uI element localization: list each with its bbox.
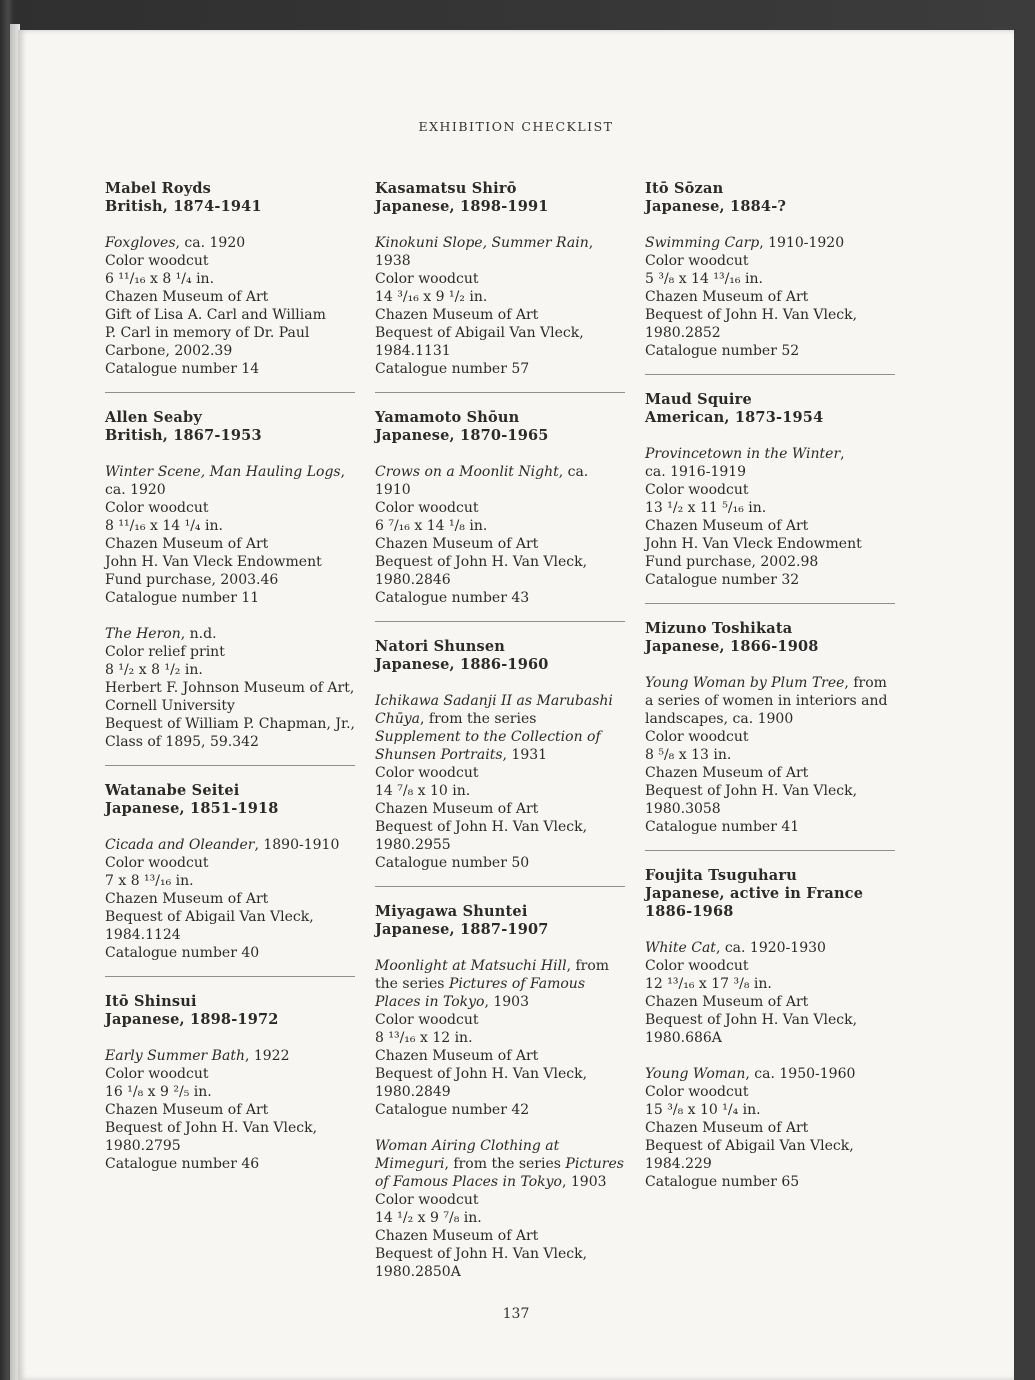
artwork-detail-line: Bequest of John H. Van Vleck, — [375, 819, 588, 835]
artwork-detail-line: 14 ³/₁₆ x 9 ¹/₂ in. — [375, 289, 488, 305]
artwork-title-detail: , — [340, 464, 346, 480]
artwork-record — [105, 836, 355, 962]
catalogue-page — [18, 30, 1014, 1380]
artwork-detail-line: Catalogue number 14 — [105, 361, 260, 377]
artwork-detail-line: P. Carl in memory of Dr. Paul — [105, 325, 310, 341]
artwork-title: Provincetown in the Winter — [645, 446, 841, 462]
artist-heading — [375, 638, 625, 674]
artist-heading — [645, 867, 895, 921]
artist-entry — [375, 180, 625, 392]
artwork-title-line — [105, 234, 355, 252]
artwork-detail-line: Color woodcut — [375, 500, 479, 516]
artist-nationality-dates: Japanese, 1898-1991 — [375, 198, 549, 215]
artist-entry — [105, 180, 355, 392]
artwork-title: Early Summer Bath — [105, 1048, 245, 1064]
artwork-detail-line: Color woodcut — [375, 1192, 479, 1208]
artwork-title: Ichikawa Sadanji II as Marubashi Chūya — [375, 693, 613, 727]
artwork-title-detail: , 1910-1920 — [759, 235, 845, 251]
artist-nationality-dates: Japanese, 1898-1972 — [105, 1011, 279, 1028]
artist-heading — [375, 180, 625, 216]
artwork-title-detail: , 1931 — [502, 747, 548, 763]
running-header: EXHIBITION CHECKLIST — [418, 119, 614, 134]
artwork-detail-line: Chazen Museum of Art — [105, 1102, 269, 1118]
artwork-record — [105, 234, 355, 378]
artwork-detail-line: Chazen Museum of Art — [375, 1048, 539, 1064]
artist-heading — [105, 409, 355, 445]
artist-name: Natori Shunsen — [375, 638, 506, 655]
artwork-title-line — [375, 692, 625, 764]
artwork-detail-line: 1980.2955 — [375, 837, 451, 853]
artist-nationality-dates: American, 1873-1954 — [645, 409, 824, 426]
artwork-detail-line: 8 ¹¹/₁₆ x 14 ¹/₄ in. — [105, 518, 223, 534]
artwork-detail-line: Catalogue number 43 — [375, 590, 530, 606]
artwork-detail-line: 14 ¹/₂ x 9 ⁷/₈ in. — [375, 1210, 482, 1226]
artist-name: Kasamatsu Shirō — [375, 180, 517, 197]
artist-heading — [645, 620, 895, 656]
artist-name: Foujita Tsuguharu — [645, 867, 797, 884]
artwork-title-line — [645, 234, 895, 252]
artwork-detail-line: 7 x 8 ¹³/₁₆ in. — [105, 873, 194, 889]
artwork-detail-line: Catalogue number 50 — [375, 855, 530, 871]
artwork-detail-line: Color woodcut — [105, 855, 209, 871]
artwork-title-detail: , — [840, 446, 845, 462]
artist-entry — [645, 603, 895, 850]
artist-nationality-dates: Japanese, active in France 1886-1968 — [645, 885, 864, 920]
artwork-title-line — [105, 836, 355, 854]
artist-entry — [645, 180, 895, 374]
artwork-record — [105, 1047, 355, 1173]
artist-nationality-dates: British, 1874-1941 — [105, 198, 262, 215]
artist-name: Allen Seaby — [105, 409, 202, 426]
artwork-detail-line: 16 ¹/₈ x 9 ²/₅ in. — [105, 1084, 212, 1100]
artwork-title-line — [645, 674, 895, 728]
artist-heading — [105, 180, 355, 216]
artwork-title-detail: , 1922 — [244, 1048, 290, 1064]
artwork-detail-line: Chazen Museum of Art — [645, 765, 809, 781]
artist-nationality-dates: Japanese, 1884-? — [645, 198, 787, 215]
artist-entry — [105, 976, 355, 1187]
artwork-record — [645, 234, 895, 360]
artwork-detail-line: Chazen Museum of Art — [105, 536, 269, 552]
artist-entry — [375, 392, 625, 621]
artwork-detail-line: Bequest of William P. Chapman, Jr., — [105, 716, 356, 732]
artwork-detail-line: Catalogue number 52 — [645, 343, 800, 359]
artwork-detail-line: Color woodcut — [105, 500, 209, 516]
artwork-detail-line: 15 ³/₈ x 10 ¹/₄ in. — [645, 1102, 761, 1118]
artist-entry — [375, 886, 625, 1295]
artwork-title-line — [375, 957, 625, 1011]
artwork-detail-line: 6 ⁷/₁₆ x 14 ¹/₈ in. — [375, 518, 488, 534]
artist-nationality-dates: Japanese, 1870-1965 — [375, 427, 549, 444]
artist-heading — [375, 903, 625, 939]
artwork-detail-line: 1984.1124 — [105, 927, 181, 943]
artwork-title-detail: , from a series of women in interiors and landscapes, ca. 1900 — [645, 675, 888, 727]
artwork-detail-line: Color woodcut — [645, 482, 749, 498]
artwork-title: Foxgloves — [105, 235, 176, 251]
artwork-detail-line: 8 ¹/₂ x 8 ¹/₂ in. — [105, 662, 203, 678]
artwork-detail-line: 1980.3058 — [645, 801, 721, 817]
artwork-title-detail: , from the series — [420, 711, 537, 727]
artist-name: Itō Shinsui — [105, 993, 197, 1010]
artwork-detail-line: Color woodcut — [105, 1066, 209, 1082]
artwork-detail-line: 1980.2846 — [375, 572, 451, 588]
artwork-title-detail: , from the series — [375, 958, 610, 992]
artwork-title-detail: , ca. 1920-1930 — [715, 940, 826, 956]
artwork-detail-line: Chazen Museum of Art — [375, 307, 539, 323]
artwork-title-line — [645, 1065, 895, 1083]
artwork-title-detail: , 1938 — [375, 235, 594, 269]
artist-nationality-dates: Japanese, 1866-1908 — [645, 638, 819, 655]
artwork-title-detail: , ca. 1910 — [375, 464, 589, 498]
artwork-title-detail: , from the series — [444, 1156, 566, 1172]
artwork-detail-line: Catalogue number 41 — [645, 819, 800, 835]
artwork-title: Woman Airing Clothing at Mimeguri — [375, 1138, 560, 1172]
artwork-record — [645, 1065, 895, 1191]
artwork-title: Young Woman by Plum Tree — [645, 675, 845, 691]
artwork-detail-line: Chazen Museum of Art — [375, 801, 539, 817]
artwork-detail-line: John H. Van Vleck Endowment — [105, 554, 322, 570]
artwork-detail-line: Bequest of John H. Van Vleck, — [375, 1246, 588, 1262]
artwork-detail-line: 1980.686A — [645, 1030, 722, 1046]
artist-entry — [645, 850, 895, 1205]
artwork-detail-line: Chazen Museum of Art — [375, 536, 539, 552]
artwork-detail-line: ca. 1916-1919 — [645, 464, 747, 480]
artwork-title: Cicada and Oleander — [105, 837, 255, 853]
artwork-detail-line: Fund purchase, 2002.98 — [645, 554, 819, 570]
artwork-detail-line: Catalogue number 46 — [105, 1156, 260, 1172]
artist-nationality-dates: British, 1867-1953 — [105, 427, 262, 444]
artwork-detail-line: Bequest of Abigail Van Vleck, — [105, 909, 314, 925]
artwork-record — [375, 234, 625, 378]
artwork-detail-line: Chazen Museum of Art — [375, 1228, 539, 1244]
artwork-detail-line: Color woodcut — [645, 253, 749, 269]
artist-name: Mabel Royds — [105, 180, 212, 197]
artwork-detail-line: Color woodcut — [375, 1012, 479, 1028]
artist-name: Mizuno Toshikata — [645, 620, 793, 637]
artwork-detail-line: 12 ¹³/₁₆ x 17 ³/₈ in. — [645, 976, 772, 992]
artwork-detail-line: Herbert F. Johnson Museum of Art, — [105, 680, 355, 696]
artwork-detail-line: 1980.2852 — [645, 325, 721, 341]
artwork-title: Crows on a Moonlit Night — [375, 464, 559, 480]
artwork-title: Moonlight at Matsuchi Hill — [375, 958, 567, 974]
artwork-title: Pictures of Famous Places in Tokyo — [375, 1156, 624, 1190]
artwork-detail-line: Color relief print — [105, 644, 225, 660]
artwork-detail-line: Color woodcut — [645, 729, 749, 745]
artwork-detail-line: Color woodcut — [375, 765, 479, 781]
artwork-title: The Heron — [105, 626, 181, 642]
artwork-title-line — [375, 234, 625, 270]
artwork-detail-line: Color woodcut — [375, 271, 479, 287]
artwork-detail-line: Color woodcut — [105, 253, 209, 269]
artwork-detail-line: Bequest of Abigail Van Vleck, — [645, 1138, 854, 1154]
artwork-title: Kinokuni Slope, Summer Rain — [375, 235, 589, 251]
artwork-detail-line: Chazen Museum of Art — [645, 518, 809, 534]
artwork-detail-line: Chazen Museum of Art — [645, 289, 809, 305]
artwork-detail-line: 8 ⁵/₈ x 13 in. — [645, 747, 732, 763]
artwork-title-detail: , ca. 1920 — [175, 235, 246, 251]
artwork-detail-line: 1984.1131 — [375, 343, 451, 359]
artwork-title: Pictures of Famous Places in Tokyo — [375, 976, 586, 1010]
artwork-detail-line: Catalogue number 57 — [375, 361, 530, 377]
artwork-record — [375, 957, 625, 1119]
artwork-title: Winter Scene, Man Hauling Logs — [105, 464, 341, 480]
artwork-detail-line: Color woodcut — [645, 1084, 749, 1100]
artist-heading — [105, 993, 355, 1029]
artwork-title-line — [105, 1047, 355, 1065]
artwork-detail-line: Gift of Lisa A. Carl and William — [105, 307, 326, 323]
column-2 — [375, 180, 625, 1295]
artwork-record — [645, 939, 895, 1047]
artist-entry — [105, 765, 355, 976]
artwork-title-line — [105, 463, 355, 481]
artwork-detail-line: Chazen Museum of Art — [645, 1120, 809, 1136]
artist-name: Watanabe Seitei — [105, 782, 240, 799]
artwork-detail-line: Cornell University — [105, 698, 235, 714]
artwork-detail-line: Chazen Museum of Art — [645, 994, 809, 1010]
artwork-detail-line: 1980.2849 — [375, 1084, 451, 1100]
artwork-detail-line: Color woodcut — [645, 958, 749, 974]
artwork-detail-line: Catalogue number 65 — [645, 1174, 800, 1190]
artwork-record — [645, 445, 895, 589]
artwork-record — [375, 463, 625, 607]
artwork-title-line — [645, 445, 895, 463]
artwork-detail-line: Catalogue number 11 — [105, 590, 260, 606]
artwork-detail-line: Chazen Museum of Art — [105, 891, 269, 907]
artwork-title: Swimming Carp — [645, 235, 760, 251]
artwork-title-detail: , n.d. — [180, 626, 217, 642]
artwork-title-detail: , ca. 1950-1960 — [745, 1066, 856, 1082]
artwork-title-detail: , 1903 — [484, 994, 529, 1010]
artwork-detail-line: Fund purchase, 2003.46 — [105, 572, 279, 588]
artwork-title: Young Woman — [645, 1066, 746, 1082]
artist-heading — [375, 409, 625, 445]
artwork-detail-line: 14 ⁷/₈ x 10 in. — [375, 783, 471, 799]
artwork-record — [375, 1137, 625, 1281]
artwork-detail-line: 1984.229 — [645, 1156, 712, 1172]
artwork-title-line — [375, 463, 625, 499]
artwork-detail-line: 5 ³/₈ x 14 ¹³/₁₆ in. — [645, 271, 763, 287]
artist-name: Itō Sōzan — [645, 180, 724, 197]
artwork-detail-line: Carbone, 2002.39 — [105, 343, 233, 359]
artwork-title-line — [105, 625, 355, 643]
artwork-record — [105, 625, 355, 751]
artwork-detail-line: 8 ¹³/₁₆ x 12 in. — [375, 1030, 473, 1046]
artist-heading — [645, 391, 895, 427]
artwork-title-line — [645, 939, 895, 957]
artwork-title-detail: , 1890-1910 — [254, 837, 340, 853]
artwork-detail-line: Catalogue number 32 — [645, 572, 800, 588]
artwork-detail-line: Bequest of John H. Van Vleck, — [105, 1120, 318, 1136]
artist-entry — [645, 374, 895, 603]
artwork-record — [105, 463, 355, 607]
artwork-detail-line: Bequest of John H. Van Vleck, — [645, 307, 858, 323]
artwork-detail-line: Bequest of John H. Van Vleck, — [645, 783, 858, 799]
artist-name: Miyagawa Shuntei — [375, 903, 528, 920]
artwork-detail-line: Catalogue number 40 — [105, 945, 260, 961]
artwork-title-line — [375, 1137, 625, 1191]
artist-entry — [105, 392, 355, 765]
artwork-record — [375, 692, 625, 872]
page-number: 137 — [502, 1306, 530, 1322]
artist-entry — [375, 621, 625, 886]
artwork-detail-line: Bequest of John H. Van Vleck, — [645, 1012, 858, 1028]
artwork-title-detail: , 1903 — [561, 1174, 607, 1190]
artist-nationality-dates: Japanese, 1851-1918 — [105, 800, 279, 817]
artwork-record — [645, 674, 895, 836]
artwork-detail-line: Bequest of John H. Van Vleck, — [375, 554, 588, 570]
artwork-detail-line: Chazen Museum of Art — [105, 289, 269, 305]
artist-heading — [645, 180, 895, 216]
artist-name: Yamamoto Shōun — [375, 409, 520, 426]
artwork-title: Supplement to the Collection of Shunsen Portraits — [375, 729, 601, 763]
artwork-detail-line: 6 ¹¹/₁₆ x 8 ¹/₄ in. — [105, 271, 215, 287]
artwork-detail-line: 1980.2850A — [375, 1264, 461, 1280]
column-1 — [105, 180, 355, 1187]
artwork-detail-line: 1980.2795 — [105, 1138, 181, 1154]
artwork-detail-line: Catalogue number 42 — [375, 1102, 530, 1118]
artist-nationality-dates: Japanese, 1887-1907 — [375, 921, 549, 938]
artwork-detail-line: Bequest of John H. Van Vleck, — [375, 1066, 588, 1082]
artwork-detail-line: John H. Van Vleck Endowment — [645, 536, 862, 552]
artwork-detail-line: Bequest of Abigail Van Vleck, — [375, 325, 584, 341]
artist-heading — [105, 782, 355, 818]
artist-nationality-dates: Japanese, 1886-1960 — [375, 656, 549, 673]
artwork-detail-line: Class of 1895, 59.342 — [105, 734, 259, 750]
artwork-detail-line: 13 ¹/₂ x 11 ⁵/₁₆ in. — [645, 500, 767, 516]
column-3 — [645, 180, 895, 1205]
artwork-title: White Cat — [645, 940, 716, 956]
artwork-detail-line: ca. 1920 — [105, 482, 166, 498]
artist-name: Maud Squire — [645, 391, 752, 408]
